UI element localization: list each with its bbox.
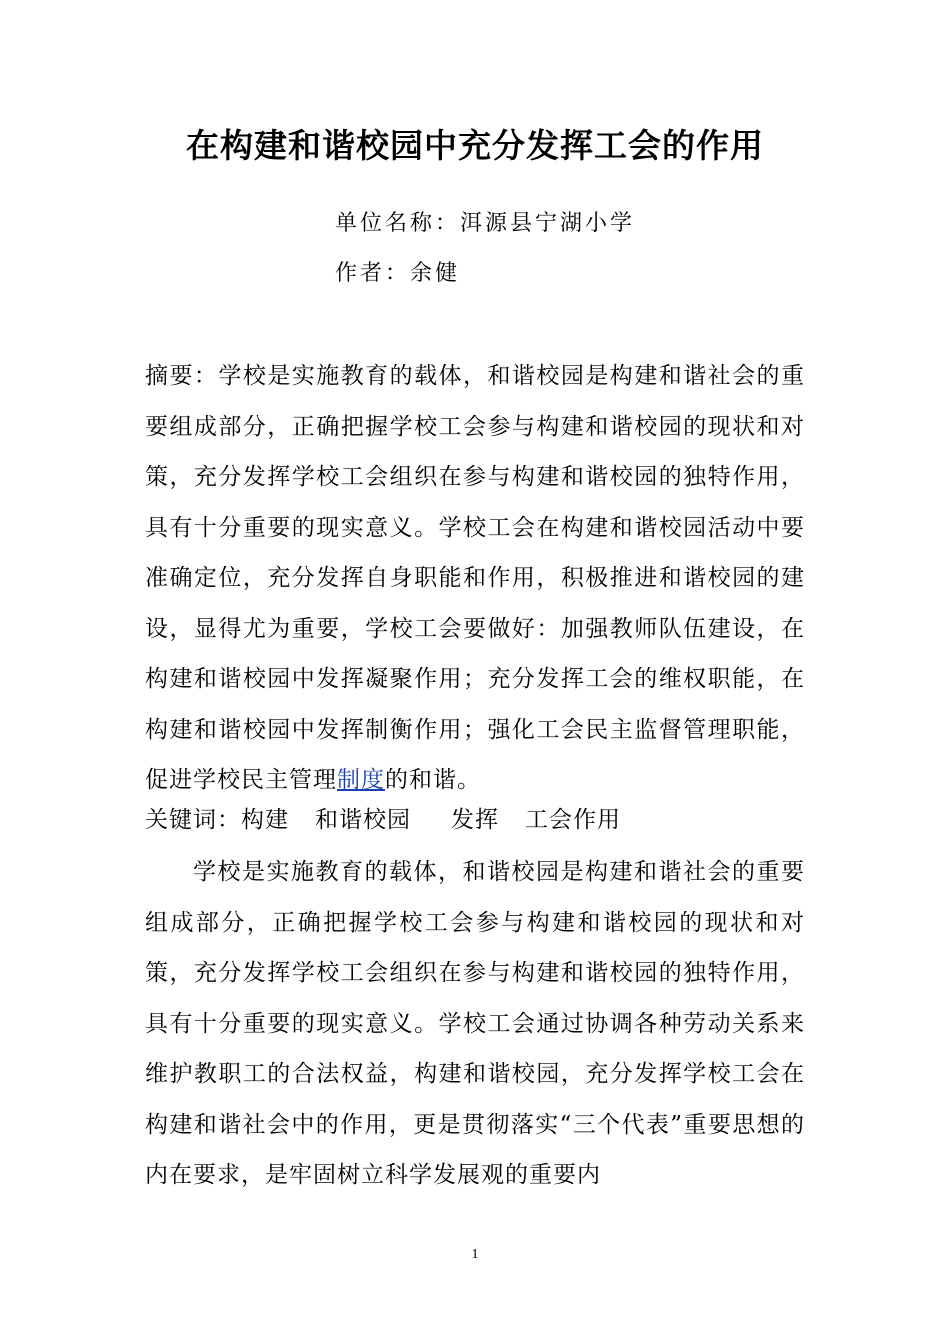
keyword-item: 发挥 [451, 807, 499, 833]
abstract-paragraph [145, 351, 805, 806]
author-name: 作者：余健 [335, 261, 461, 286]
abstract-label: 摘要： [145, 363, 219, 389]
abstract-text: 学校是实施教育的载体，和谐校园是构建和谐社会的重要组成部分，正确把握学校工会参与构建和谐校园的现状和对策，充分发挥学校工会组织在参与构建和谐校园的独特作用，具有十分重要的现实意义。学校工会在构建和谐校园活动中要准确定位，充分发挥自身职能和作用，积极推进和谐校园的建设，显得尤为重要，学校工会要做好：加强教师队伍建设，在构建和谐校园中发挥凝聚作用；充分发挥工会的维权职能，在构建和谐校园中发挥制衡作用；强化工会民主监督管理职能，促进学校民主管理 [145, 363, 806, 793]
keywords-line [145, 800, 621, 840]
unit-name: 单位名称：洱源县宁湖小学 [335, 211, 636, 236]
system-link[interactable]: 制度 [337, 767, 385, 793]
abstract-text-end: 的和谐。 [385, 767, 481, 793]
document-title: 在构建和谐校园中充分发挥工会的作用 [186, 126, 764, 165]
body-paragraph: 学校是实施教育的载体，和谐校园是构建和谐社会的重要组成部分，正确把握学校工会参与构建和谐校园的现状和对策，充分发挥学校工会组织在参与构建和谐校园的独特作用，具有十分重要的现实意义。学校工会通过协调各种劳动关系来维护教职工的合法权益，构建和谐校园，充分发挥学校工会在构建和谐社会中的作用，更是贯彻落实“三个代表”重要思想的内在要求，是牢固树立科学发展观的重要内 [145, 859, 805, 1188]
keyword-item: 和谐校园 [315, 807, 411, 833]
keyword-item: 工会作用 [525, 807, 621, 833]
page-number: 1 [471, 1247, 479, 1262]
keywords-label: 关键词： [145, 807, 241, 833]
keyword-item: 构建 [241, 807, 289, 833]
